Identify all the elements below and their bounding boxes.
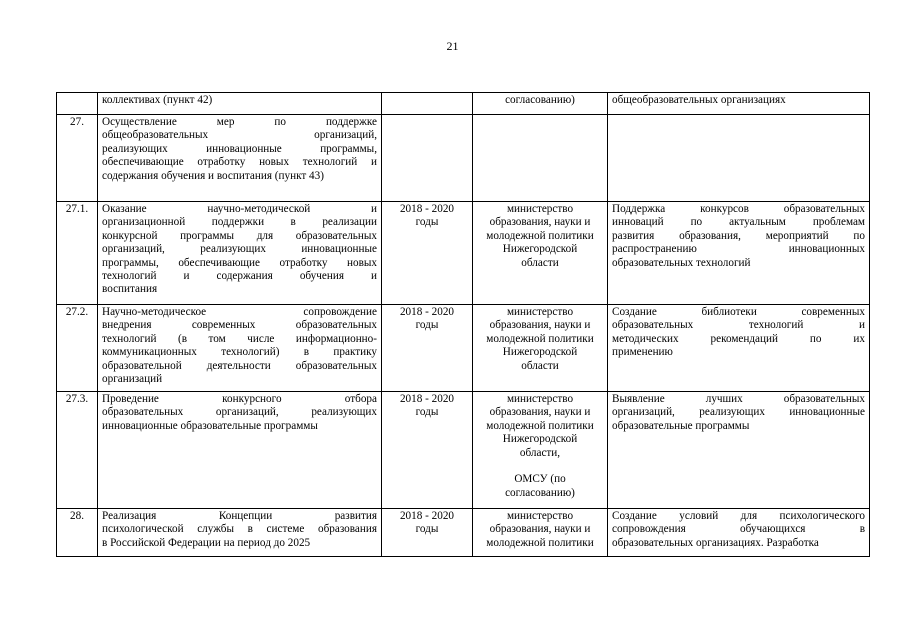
executor-line: Нижегородской xyxy=(502,243,578,256)
executor-line: согласованию) xyxy=(505,486,575,499)
executor-line xyxy=(477,460,603,473)
executor-line: министерство xyxy=(506,306,574,318)
result-line: инноваций по актуальным проблемам xyxy=(612,216,865,229)
executor-line: области xyxy=(521,256,559,269)
table-row xyxy=(57,202,870,305)
executor-line: образования, науки и xyxy=(489,216,591,229)
expected-result xyxy=(608,115,870,202)
expected-result xyxy=(608,93,870,115)
event-line: в Российской Федерации на период до 2025 xyxy=(102,536,311,549)
executor-line: молодежной политики xyxy=(486,332,594,345)
executor-line: ОМСУ (по xyxy=(514,473,566,486)
event-line: организационной поддержки в реализации xyxy=(102,216,377,229)
result-line: образовательных технологий xyxy=(612,256,751,269)
measures-table-body xyxy=(57,93,870,557)
responsible-executor xyxy=(473,392,608,509)
measure-description xyxy=(98,305,382,392)
table-row xyxy=(57,509,870,557)
executor-line: образования, науки и xyxy=(489,319,591,332)
measures-table xyxy=(56,92,870,557)
result-line: Создание условий для психологического xyxy=(612,510,865,522)
table-row xyxy=(57,392,870,509)
event-line: коммуникационных технологий) в практику xyxy=(102,346,377,359)
item-number: 28. xyxy=(57,509,98,557)
event-line: общеобразовательных организаций, xyxy=(102,129,377,142)
executor-line: Нижегородской xyxy=(502,433,578,446)
event-line: инновационные образовательные программы xyxy=(102,419,318,432)
result-line: Выявление лучших образовательных xyxy=(612,393,865,405)
executor-line: молодежной политики xyxy=(486,419,594,432)
expected-result xyxy=(608,305,870,392)
responsible-executor xyxy=(473,305,608,392)
table-row xyxy=(57,93,870,115)
executor-line: молодежной политики xyxy=(486,536,594,549)
result-line: образовательных организациях. Разработка xyxy=(612,536,819,549)
executor-line: образования, науки и xyxy=(489,523,591,536)
term-line: 2018 - 2020 xyxy=(399,393,455,405)
result-line: организаций, реализующих инновационные xyxy=(612,406,865,419)
expected-result xyxy=(608,509,870,557)
item-number: 27.2. xyxy=(57,305,98,392)
item-number: 27.3. xyxy=(57,392,98,509)
executor-line: согласованию) xyxy=(505,94,575,106)
result-line: образовательных технологий и xyxy=(612,319,865,332)
executor-line: Нижегородской xyxy=(502,346,578,359)
result-line: развития образования, мероприятий по xyxy=(612,229,865,242)
event-line: внедрения современных образовательных xyxy=(102,319,377,332)
responsible-executor xyxy=(473,115,608,202)
event-line: технологий (в том числе информационно- xyxy=(102,332,377,345)
event-line: Научно-методическое сопровождение xyxy=(102,306,377,318)
event-line: программы, обеспечивающие отработку новых xyxy=(102,256,377,269)
event-line: Оказание научно-методической и xyxy=(102,203,377,215)
measure-description xyxy=(98,115,382,202)
result-line: методических рекомендаций по их xyxy=(612,332,865,345)
executor-line: области, xyxy=(519,446,561,459)
executor-line: министерство xyxy=(506,203,574,215)
result-line: образовательные программы xyxy=(612,419,750,432)
term-line: годы xyxy=(415,319,439,332)
implementation-term xyxy=(382,115,473,202)
event-line: Осуществление мер по поддержке xyxy=(102,116,377,128)
event-line: обеспечивающие отработку новых технологий и xyxy=(102,156,377,169)
event-line: организаций xyxy=(102,373,163,386)
event-line: организаций, реализующих инновационные xyxy=(102,243,377,256)
term-line: 2018 - 2020 xyxy=(399,203,455,215)
implementation-term xyxy=(382,305,473,392)
event-line: коллективах (пункт 42) xyxy=(102,94,213,106)
event-line: реализующих инновационные программы, xyxy=(102,142,377,155)
executor-line: молодежной политики xyxy=(486,229,594,242)
event-line: содержания обучения и воспитания (пункт 43) xyxy=(102,169,324,182)
measure-description xyxy=(98,392,382,509)
table-row xyxy=(57,305,870,392)
implementation-term xyxy=(382,202,473,305)
implementation-term xyxy=(382,392,473,509)
implementation-term xyxy=(382,509,473,557)
event-line: образовательной деятельности образовательных xyxy=(102,359,377,372)
expected-result xyxy=(608,202,870,305)
event-line: Проведение конкурсного отбора xyxy=(102,393,377,405)
event-line: конкурсной программы для образовательных xyxy=(102,229,377,242)
event-line: Реализация Концепции развития xyxy=(102,510,377,522)
executor-line: министерство xyxy=(506,510,574,522)
executor-line: области xyxy=(521,359,559,372)
executor-line: министерство xyxy=(506,393,574,405)
term-line: годы xyxy=(415,523,439,536)
result-line: общеобразовательных организациях xyxy=(612,94,786,106)
responsible-executor xyxy=(473,509,608,557)
term-line: годы xyxy=(415,216,439,229)
result-line: применению xyxy=(612,346,673,359)
implementation-term xyxy=(382,93,473,115)
term-line: 2018 - 2020 xyxy=(399,306,455,318)
event-line: технологий и содержания обучения и xyxy=(102,270,377,283)
measure-description xyxy=(98,93,382,115)
table-row xyxy=(57,115,870,202)
term-line: 2018 - 2020 xyxy=(399,510,455,522)
term-line: годы xyxy=(415,406,439,419)
event-line: воспитания xyxy=(102,283,158,296)
measure-description xyxy=(98,202,382,305)
event-line: образовательных организаций, реализующих xyxy=(102,406,377,419)
expected-result xyxy=(608,392,870,509)
responsible-executor xyxy=(473,202,608,305)
item-number: 27. xyxy=(57,115,98,202)
event-line: психологической службы в системе образования xyxy=(102,523,377,536)
page-number: 21 xyxy=(446,39,459,53)
result-line: распространению инновационных xyxy=(612,243,865,256)
item-number xyxy=(57,93,98,115)
measure-description xyxy=(98,509,382,557)
result-line: сопровождения обучающихся в xyxy=(612,523,865,536)
result-line: Создание библиотеки современных xyxy=(612,306,865,318)
responsible-executor xyxy=(473,93,608,115)
executor-line: образования, науки и xyxy=(489,406,591,419)
item-number: 27.1. xyxy=(57,202,98,305)
result-line: Поддержка конкурсов образовательных xyxy=(612,203,865,215)
